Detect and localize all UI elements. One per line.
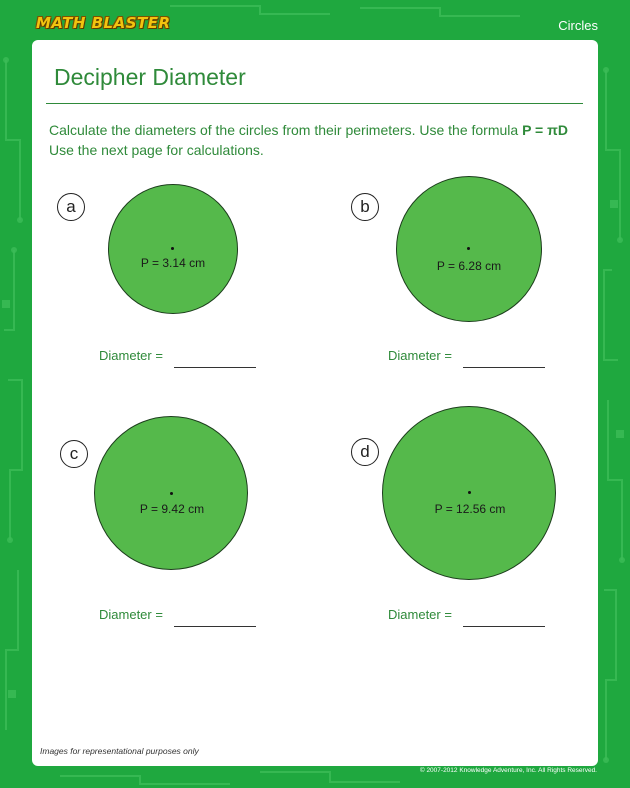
problem-letter-badge: b: [351, 193, 379, 221]
worksheet-card: [32, 40, 598, 766]
center-point: [170, 492, 173, 495]
center-point: [468, 491, 471, 494]
problem-letter-badge: c: [60, 440, 88, 468]
diameter-label: Diameter =: [99, 348, 163, 363]
answer-blank[interactable]: [463, 367, 545, 368]
problem-letter-badge: a: [57, 193, 85, 221]
answer-blank[interactable]: [174, 626, 256, 627]
perimeter-label: P = 12.56 cm: [434, 502, 506, 516]
answer-blank[interactable]: [174, 367, 256, 368]
problem-letter-badge: d: [351, 438, 379, 466]
diameter-label: Diameter =: [388, 348, 452, 363]
perimeter-label: P = 3.14 cm: [140, 256, 206, 270]
formula: P = πD: [522, 122, 568, 138]
center-point: [171, 247, 174, 250]
page-title: Decipher Diameter: [54, 64, 246, 90]
instruction-line-2: Use the next page for calculations.: [49, 142, 264, 158]
topic-label: Circles: [558, 18, 598, 33]
perimeter-label: P = 9.42 cm: [139, 502, 205, 516]
perimeter-label: P = 6.28 cm: [436, 259, 502, 273]
instruction-text: Calculate the diameters of the circles from their perimeters. Use the formula: [49, 122, 523, 138]
answer-blank[interactable]: [463, 626, 545, 627]
copyright-text: © 2007-2012 Knowledge Adventure, Inc. All Rights Reserved.: [419, 767, 597, 774]
math-blaster-logo: MATH BLASTER: [36, 14, 171, 32]
representational-note: Images for representational purposes only: [40, 746, 199, 756]
instructions: [49, 120, 584, 160]
diameter-label: Diameter =: [99, 607, 163, 622]
center-point: [467, 247, 470, 250]
diameter-label: Diameter =: [388, 607, 452, 622]
title-divider: [46, 103, 583, 104]
